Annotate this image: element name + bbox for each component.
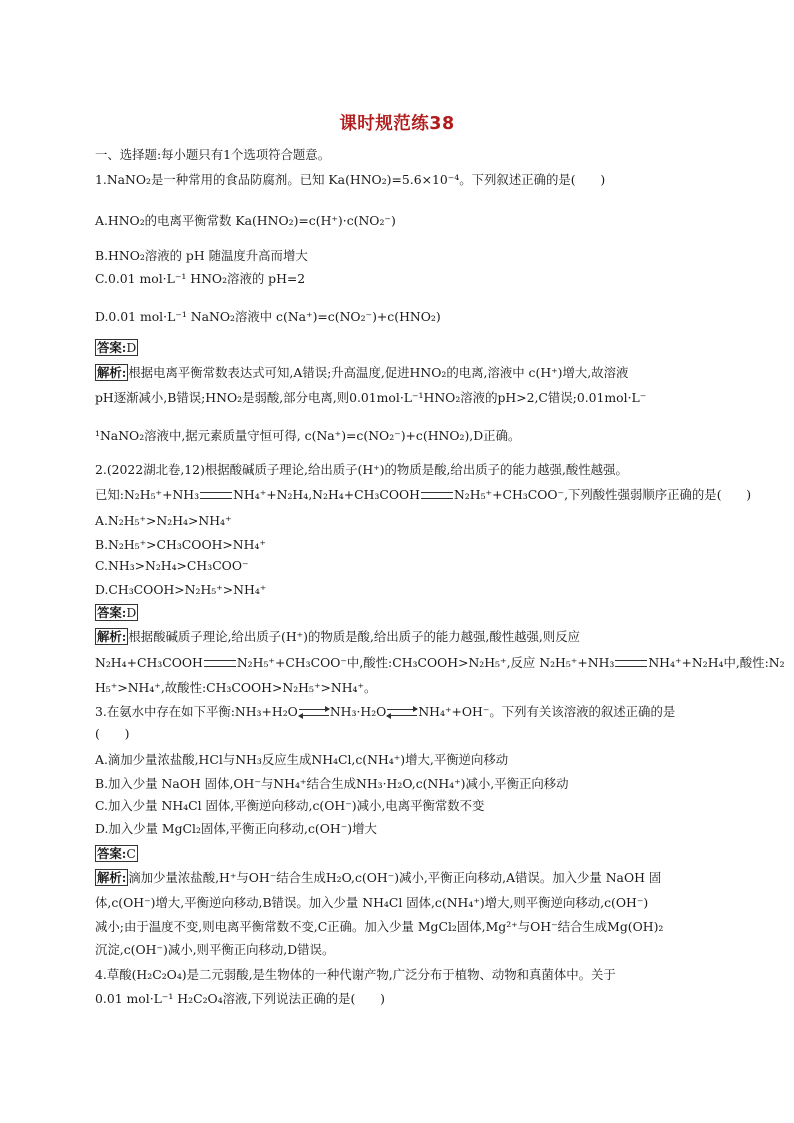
q2-analysis-2	[95, 654, 785, 672]
q1-answer	[95, 339, 720, 357]
q3-option-b: B.加入少量 NaOH 固体,OH⁻与NH₄⁺结合生成NH₃·H₂O,c(NH₄⁺)减小,平衡正向移动	[95, 776, 569, 791]
page-title: 课时规范练38	[339, 114, 455, 134]
q3-option-d: D.加入少量 MgCl₂固体,平衡正向移动,c(OH⁻)增大	[95, 821, 377, 836]
q4-stem-1: 4.草酸(H₂C₂O₄)是二元弱酸,是生物体的一种代谢产物,广泛分布于植物、动物和真菌体中。关于	[95, 967, 616, 982]
q2-analysis-1	[95, 628, 720, 646]
q3-option-c: C.加入少量 NH₄Cl 固体,平衡逆向移动,c(OH⁻)减小,电离平衡常数不变	[95, 798, 485, 813]
q3-stem-2: ( )	[95, 726, 130, 741]
q2-stem-1: 2.(2022湖北卷,12)根据酸碱质子理论,给出质子(H⁺)的物质是酸,给出质子的能力越强,酸性越强。	[95, 462, 628, 477]
analysis-label: 解析:	[97, 629, 127, 644]
q3-analysis-1	[95, 869, 720, 887]
analysis-text: 根据酸碱质子理论,给出质子(H⁺)的物质是酸,给出质子的能力越强,酸性越强,则反应	[128, 629, 581, 644]
reversible-arrow	[387, 709, 417, 716]
q3-stem-1c: NH₄⁺+OH⁻。下列有关该溶液的叙述正确的是	[418, 704, 676, 719]
analysis-text: 根据电离平衡常数表达式可知,A错误;升高温度,促进HNO₂的电离,溶液中 c(H⁺)增大,故溶液	[128, 365, 629, 380]
analysis-text: 滴加少量浓盐酸,H⁺与OH⁻结合生成H₂O,c(OH⁻)减小,平衡正向移动,A错误。加入少量 NaOH 固	[128, 870, 662, 885]
q3-stem-1	[95, 703, 720, 721]
q2-analysis-2c: NH₄⁺+N₂H₄中,酸性:N₂	[648, 655, 785, 670]
answer-value: D	[126, 340, 137, 355]
q1-option-a: A.HNO₂的电离平衡常数 Ka(HNO₂)=c(H⁺)·c(NO₂⁻)	[95, 213, 396, 228]
q3-analysis-2: 体,c(OH⁻)增大,平衡逆向移动,B错误。加入少量 NH₄Cl 固体,c(NH₄⁺)增大,则平衡逆向移动,c(OH⁻)	[95, 895, 649, 910]
q2-option-c: C.NH₃>N₂H₄>CH₃COO⁻	[95, 558, 249, 573]
q1-option-d: D.0.01 mol·L⁻¹ NaNO₂溶液中 c(Na⁺)=c(NO₂⁻)+c(HNO₂)	[95, 309, 441, 324]
answer-label: 答案:	[97, 846, 127, 861]
q1-option-b: B.HNO₂溶液的 pH 随温度升高而增大	[95, 248, 308, 263]
q2-analysis-3: H₅⁺>NH₄⁺,故酸性:CH₃COOH>N₂H₅⁺>NH₄⁺。	[95, 680, 377, 695]
q3-stem-1a: 3.在氨水中存在如下平衡:NH₃+H₂O	[95, 704, 298, 719]
q2-option-a: A.N₂H₅⁺>N₂H₄>NH₄⁺	[95, 513, 232, 528]
q3-answer	[95, 845, 720, 863]
answer-label: 答案:	[97, 605, 127, 620]
section-heading: 一、选择题:每小题只有1个选项符合题意。	[95, 147, 331, 162]
q1-analysis-2: pH逐渐减小,B错误;HNO₂是弱酸,部分电离,则0.01mol·L⁻¹HNO₂溶液的pH>2,C错误;0.01mol·L⁻	[95, 390, 647, 405]
q2-stem-2b: NH₄⁺+N₂H₄,N₂H₄+CH₃COOH	[233, 487, 420, 502]
answer-label: 答案:	[97, 340, 127, 355]
equilibrium-sign	[204, 660, 236, 667]
q3-analysis-3: 减小;由于温度不变,则电离平衡常数不变,C正确。加入少量 MgCl₂固体,Mg²⁺与OH⁻结合生成Mg(OH)₂	[95, 919, 664, 934]
q1-analysis-1	[95, 364, 720, 382]
q3-stem-1b: NH₃·H₂O	[329, 704, 387, 719]
q2-analysis-2a: N₂H₄+CH₃COOH	[95, 655, 203, 670]
analysis-label: 解析:	[97, 870, 127, 885]
equilibrium-sign	[615, 660, 647, 667]
answer-value: D	[126, 605, 137, 620]
q2-stem-2	[95, 486, 752, 504]
analysis-label: 解析:	[97, 365, 127, 380]
q2-stem-2a: 已知:N₂H₅⁺+NH₃	[95, 487, 200, 502]
q1-option-c: C.0.01 mol·L⁻¹ HNO₂溶液的 pH=2	[95, 271, 306, 286]
q2-analysis-2b: N₂H₅⁺+CH₃COO⁻中,酸性:CH₃COOH>N₂H₅⁺,反应 N₂H₅⁺+NH₃	[236, 655, 615, 670]
q2-option-d: D.CH₃COOH>N₂H₅⁺>NH₄⁺	[95, 582, 267, 597]
q1-analysis-3: ¹NaNO₂溶液中,据元素质量守恒可得, c(Na⁺)=c(NO₂⁻)+c(HNO₂),D正确。	[95, 428, 521, 443]
answer-value: C	[126, 846, 136, 861]
q2-stem-2c: N₂H₅⁺+CH₃COO⁻,下列酸性强弱顺序正确的是( )	[453, 487, 752, 502]
reversible-arrow	[299, 709, 329, 716]
q3-option-a: A.滴加少量浓盐酸,HCl与NH₃反应生成NH₄Cl,c(NH₄⁺)增大,平衡逆向移动	[95, 752, 509, 767]
q2-answer	[95, 604, 720, 622]
q4-stem-2: 0.01 mol·L⁻¹ H₂C₂O₄溶液,下列说法正确的是( )	[95, 991, 385, 1006]
q3-analysis-4: 沉淀,c(OH⁻)减小,则平衡正向移动,D错误。	[95, 942, 335, 957]
equilibrium-sign	[421, 492, 453, 499]
q2-option-b: B.N₂H₅⁺>CH₃COOH>NH₄⁺	[95, 537, 266, 552]
q1-stem: 1.NaNO₂是一种常用的食品防腐剂。已知 Ka(HNO₂)=5.6×10⁻⁴。下列叙述正确的是( )	[95, 172, 606, 187]
equilibrium-sign	[200, 492, 232, 499]
